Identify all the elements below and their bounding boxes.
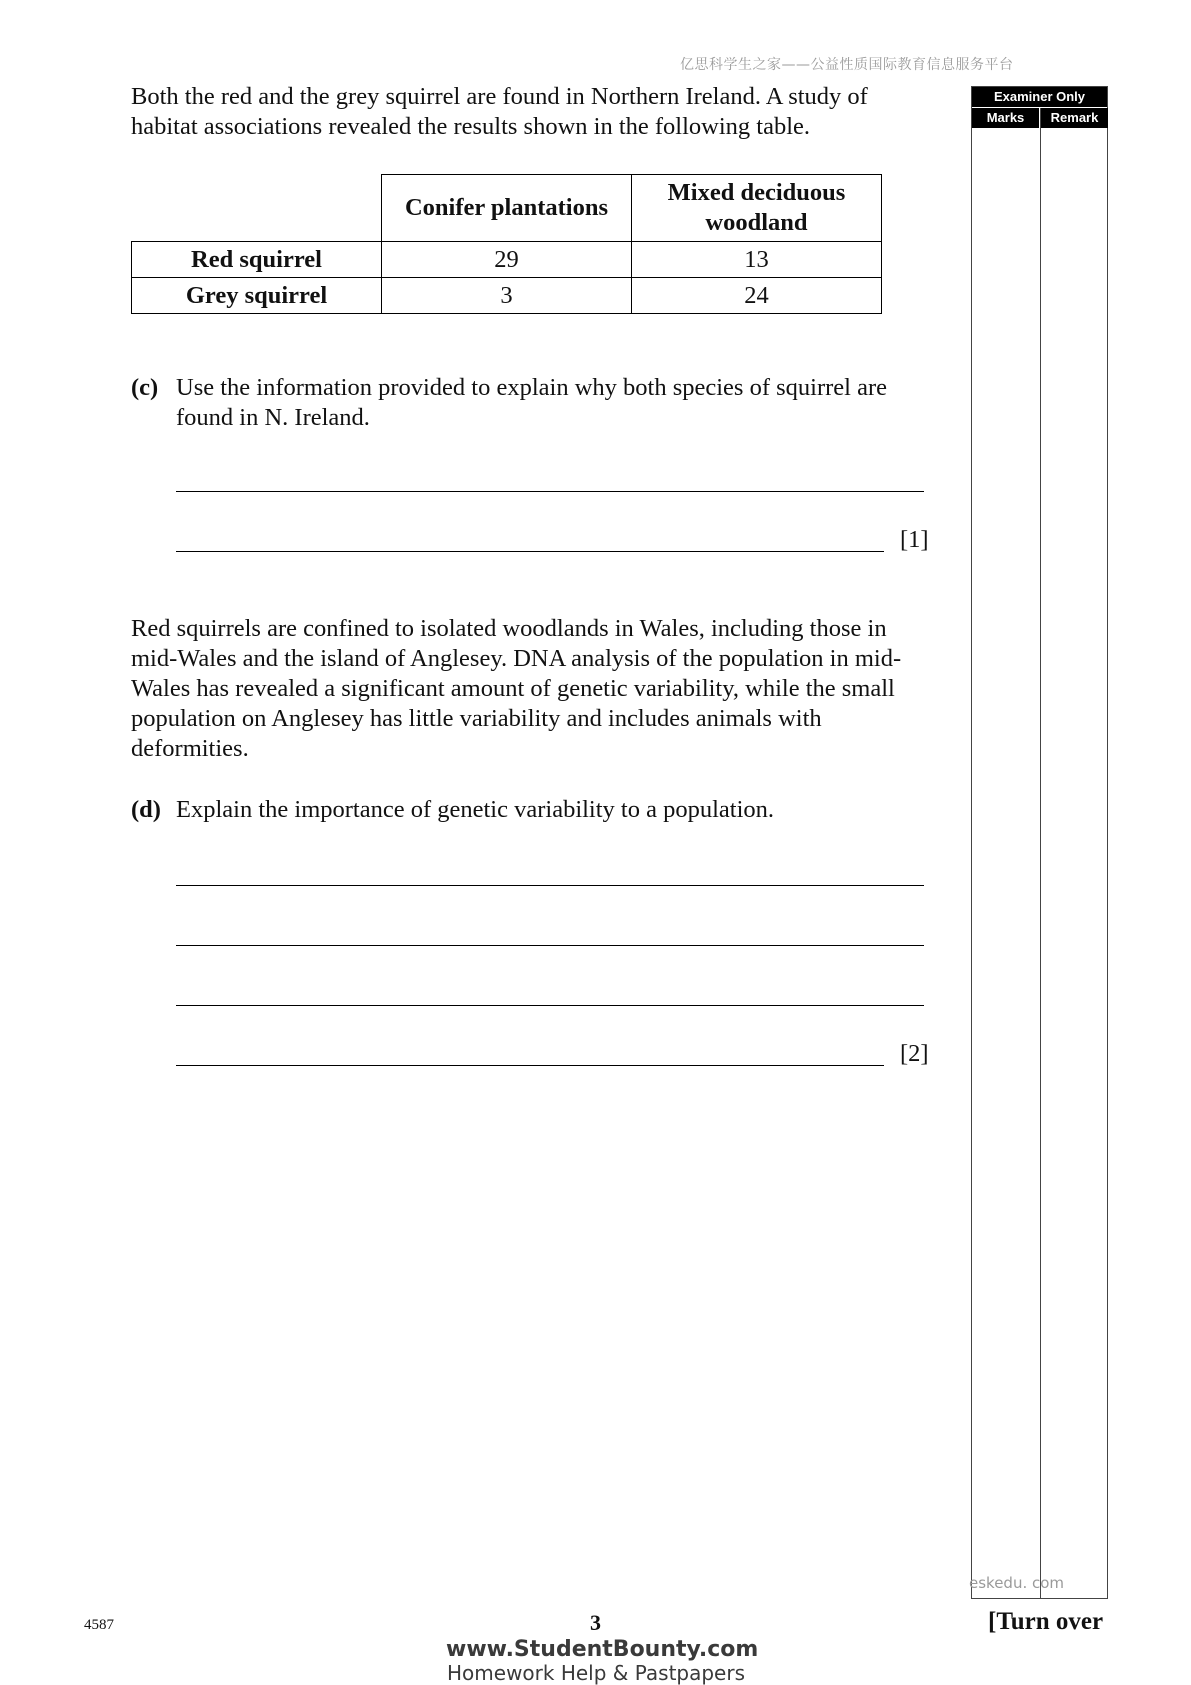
column-divider [1040,108,1041,1599]
table-row [132,242,882,278]
studentbounty-tagline: Homework Help & Pastpapers [447,1661,745,1685]
answer-line[interactable] [176,1065,884,1066]
row-header-red-squirrel: Red squirrel [132,242,382,278]
table-row [132,278,882,314]
question-d-text: Explain the importance of genetic variability to a population. [176,796,775,823]
table-cell: 29 [382,242,632,278]
row-header-grey-squirrel: Grey squirrel [132,278,382,314]
answer-line[interactable] [176,551,884,552]
column-header-conifer: Conifer plantations [382,175,632,242]
studentbounty-url[interactable]: www.StudentBounty.com [446,1637,759,1662]
answer-line[interactable] [176,491,924,492]
column-header-mixed-deciduous: Mixed deciduous woodland [632,175,882,242]
answer-line[interactable] [176,885,924,886]
bottom-watermark: eskedu. com [969,1574,1065,1592]
studentbounty-logo[interactable] [446,1637,759,1685]
intro-paragraph: Both the red and the grey squirrel are found in Northern Ireland. A study of habitat associations revealed the results shown in the following table. [131,83,868,140]
header-watermark: 亿思科学生之家——公益性质国际教育信息服务平台 [680,57,1014,73]
table-cell: 3 [382,278,632,314]
table-cell: 24 [632,278,882,314]
question-d-stem: Red squirrels are confined to isolated woodlands in Wales, including those in mid-Wales and the island of Anglesey. DNA analysis of the population in mid-Wales has revealed a significant amount of genetic variability, while the small population on Anglesey has little variability and includes animals with deformities. [131,615,902,762]
answer-line[interactable] [176,1005,924,1006]
examiner-only-title: Examiner Only [972,87,1107,107]
remark-column-header: Remark [1041,108,1108,128]
question-c-text: Use the information provided to explain why both species of squirrel are found in N. Ireland. [176,374,887,431]
turn-over-label: [Turn over [988,1608,1104,1635]
table-cell: 13 [632,242,882,278]
question-c-marks: [1] [900,526,929,553]
table-corner [132,175,382,242]
marks-column-header: Marks [972,108,1039,128]
paper-code: 4587 [84,1617,114,1633]
habitat-table-wrapper [131,174,882,314]
question-c-label: (c) [131,374,159,401]
question-d-marks: [2] [900,1040,929,1067]
habitat-table [131,174,882,314]
examiner-only-box [971,86,1108,1599]
answer-line[interactable] [176,945,924,946]
page-number: 3 [590,1610,601,1635]
question-d-label: (d) [131,796,161,823]
